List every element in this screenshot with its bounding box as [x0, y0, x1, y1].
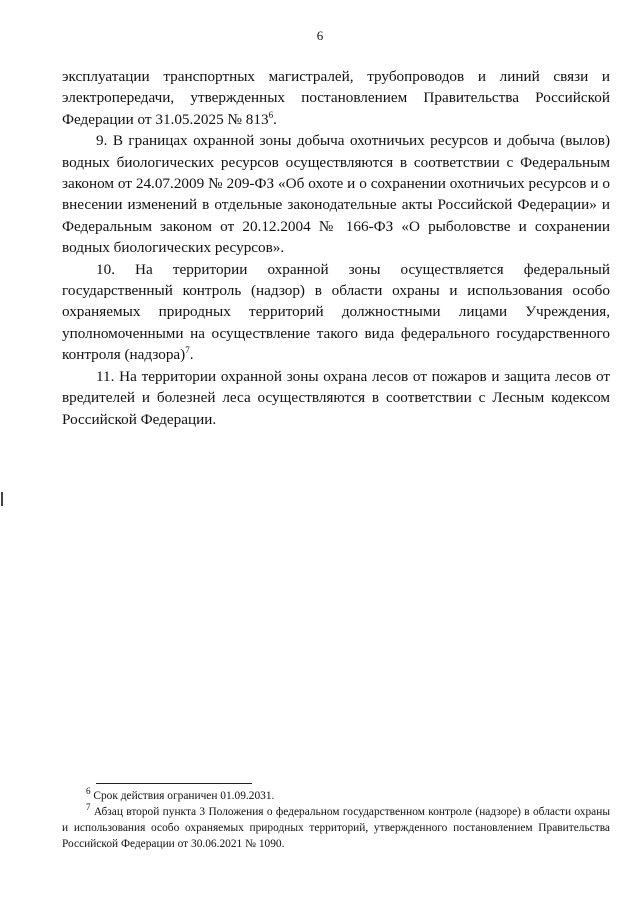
footnote-ref-7[interactable]: 7 — [185, 345, 190, 356]
footnote-text: Срок действия ограничен 01.09.2031. — [90, 790, 275, 802]
paragraph-11 — [62, 366, 610, 430]
paragraph-10 — [62, 259, 610, 366]
footnotes — [62, 788, 610, 852]
footnote-text: Абзац второй пункта 3 Положения о федеральном государственном контроле (надзоре) в области охраны и использования особо охраняемых природных территорий, утвержденного постановлением Правительства Российской Федерации от 30.06.2021 № 1090. — [62, 806, 610, 850]
paragraph-continuation — [62, 66, 610, 130]
scan-edge-mark — [1, 492, 3, 506]
footnote-6 — [62, 788, 610, 804]
page-number: 6 — [316, 28, 324, 43]
footnote-separator — [96, 783, 252, 784]
paragraph-tail: . — [189, 346, 194, 364]
paragraph-text: 11. На территории охранной зоны охрана лесов от пожаров и защита лесов от вредителей и болезней леса осуществляются в соответствии с Лесным кодексом Российской Федерации. — [62, 367, 610, 428]
paragraph-text: 9. В границах охранной зоны добыча охотничьих ресурсов и добыча (вылов) водных биологических ресурсов осуществляются в соответствии с Федеральным законом от 24.07.2009 № 209-ФЗ «Об охоте и о сохранении охотничьих ресурсов и о внесении изменений в отдельные законодательные акты Российской Федерации» и Федеральным законом от 20.12.2004 № 166-ФЗ «О рыболовстве и сохранении водных биологических ресурсов». — [62, 132, 610, 257]
footnote-7 — [62, 804, 610, 852]
paragraph-text: эксплуатации транспортных магистралей, трубопроводов и линий связи и электропередачи, утвержденных постановлением Правительства Российской Федерации от 31.05.2025 № 813 — [62, 68, 610, 128]
paragraph-tail: . — [273, 110, 277, 128]
footnote-ref-6[interactable]: 6 — [268, 109, 274, 120]
body-text — [62, 66, 610, 430]
footnote-number: 6 — [86, 786, 91, 797]
paragraph-9 — [62, 130, 610, 258]
paragraph-text: 10. На территории охранной зоны осуществляется федеральный государственный контроль (надзор) в области охраны и использования особо охраняемых природных территорий должностными лицами Учреждения, уполномоченными на осуществление такого вида федерального государственного контроля (надзора) — [62, 260, 610, 364]
footnote-number: 7 — [86, 802, 91, 813]
